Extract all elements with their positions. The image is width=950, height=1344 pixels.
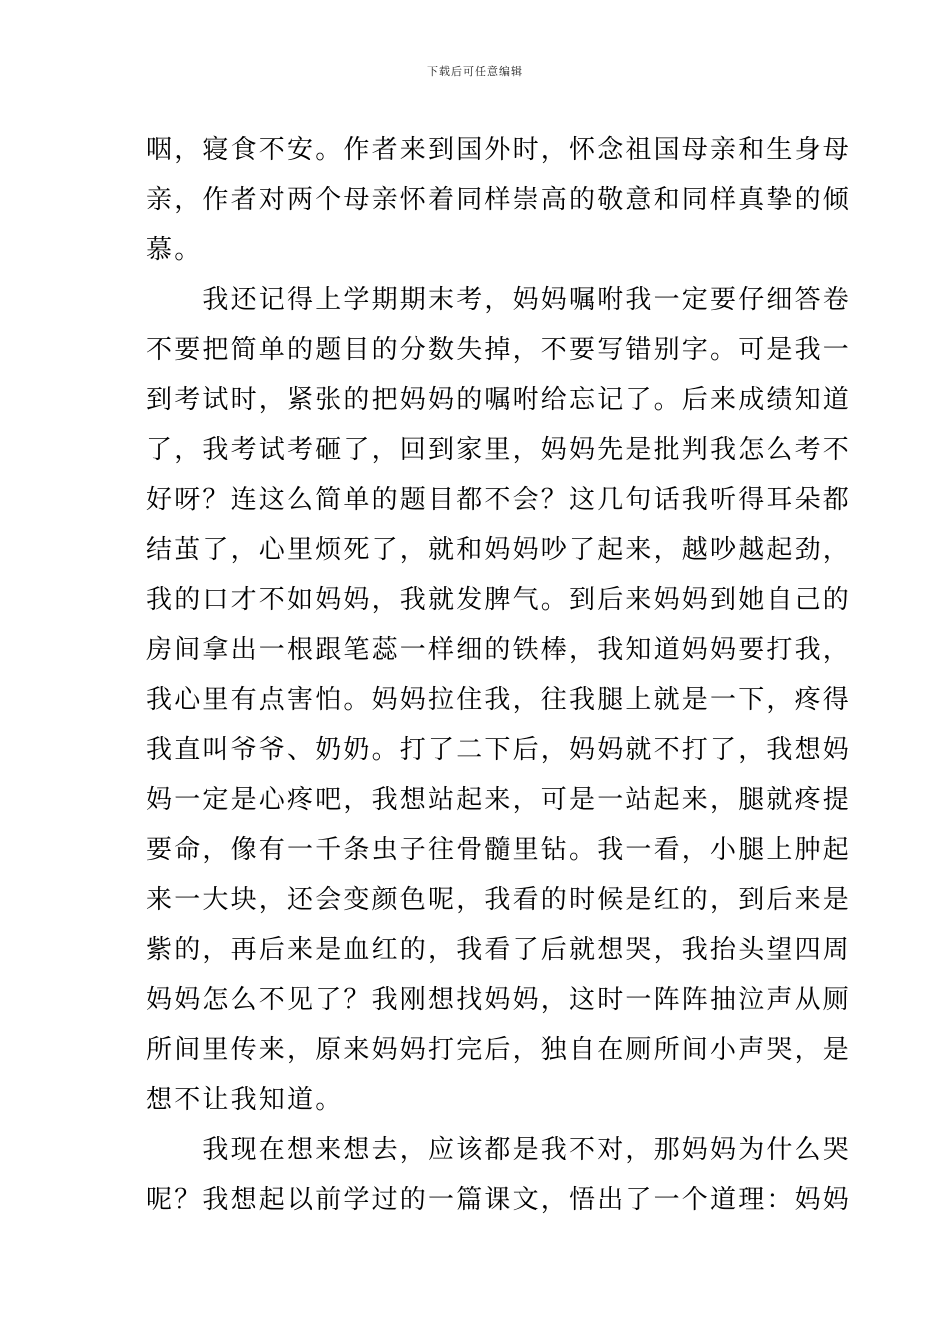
- text-line: 妈妈怎么不见了？我刚想找妈妈，这时一阵阵抽泣声从厕: [146, 985, 852, 1015]
- text-line: 到考试时，紧张的把妈妈的嘱咐给忘记了。后来成绩知道: [146, 385, 852, 415]
- text-line: 我心里有点害怕。妈妈拉住我，往我腿上就是一下，疼得: [146, 685, 852, 715]
- text-line: 咽，寝食不安。作者来到国外时，怀念祖国母亲和生身母: [146, 135, 852, 165]
- text-line: 结茧了，心里烦死了，就和妈妈吵了起来，越吵越起劲，: [146, 535, 852, 565]
- text-line: 我现在想来想去，应该都是我不对，那妈妈为什么哭: [146, 1135, 852, 1165]
- text-line: 亲，作者对两个母亲怀着同样崇高的敬意和同样真挚的倾: [146, 185, 852, 215]
- text-line: 妈一定是心疼吧，我想站起来，可是一站起来，腿就疼提: [146, 785, 852, 815]
- text-line: 我还记得上学期期末考，妈妈嘱咐我一定要仔细答卷: [146, 285, 852, 315]
- text-line: 好呀？连这么简单的题目都不会？这几句话我听得耳朵都: [146, 485, 852, 515]
- text-line: 慕。: [146, 235, 203, 265]
- text-line: 我直叫爷爷、奶奶。打了二下后，妈妈就不打了，我想妈: [146, 735, 852, 765]
- text-line: 紫的，再后来是血红的，我看了后就想哭，我抬头望四周: [146, 935, 852, 965]
- text-line: 要命，像有一千条虫子往骨髓里钻。我一看，小腿上肿起: [146, 835, 852, 865]
- text-line: 不要把简单的题目的分数失掉，不要写错别字。可是我一: [146, 335, 852, 365]
- text-line: 来一大块，还会变颜色呢，我看的时候是红的，到后来是: [146, 885, 852, 915]
- text-line: 所间里传来，原来妈妈打完后，独自在厕所间小声哭，是: [146, 1035, 852, 1065]
- text-line: 呢？我想起以前学过的一篇课文，悟出了一个道理：妈妈: [146, 1185, 852, 1215]
- text-line: 了，我考试考砸了，回到家里，妈妈先是批判我怎么考不: [146, 435, 852, 465]
- text-line: 房间拿出一根跟笔蕊一样细的铁棒，我知道妈妈要打我，: [146, 635, 852, 665]
- page-header: 下载后可任意编辑: [427, 65, 523, 78]
- text-line: 想不让我知道。: [146, 1085, 344, 1115]
- text-line: 我的口才不如妈妈，我就发脾气。到后来妈妈到她自己的: [146, 585, 852, 615]
